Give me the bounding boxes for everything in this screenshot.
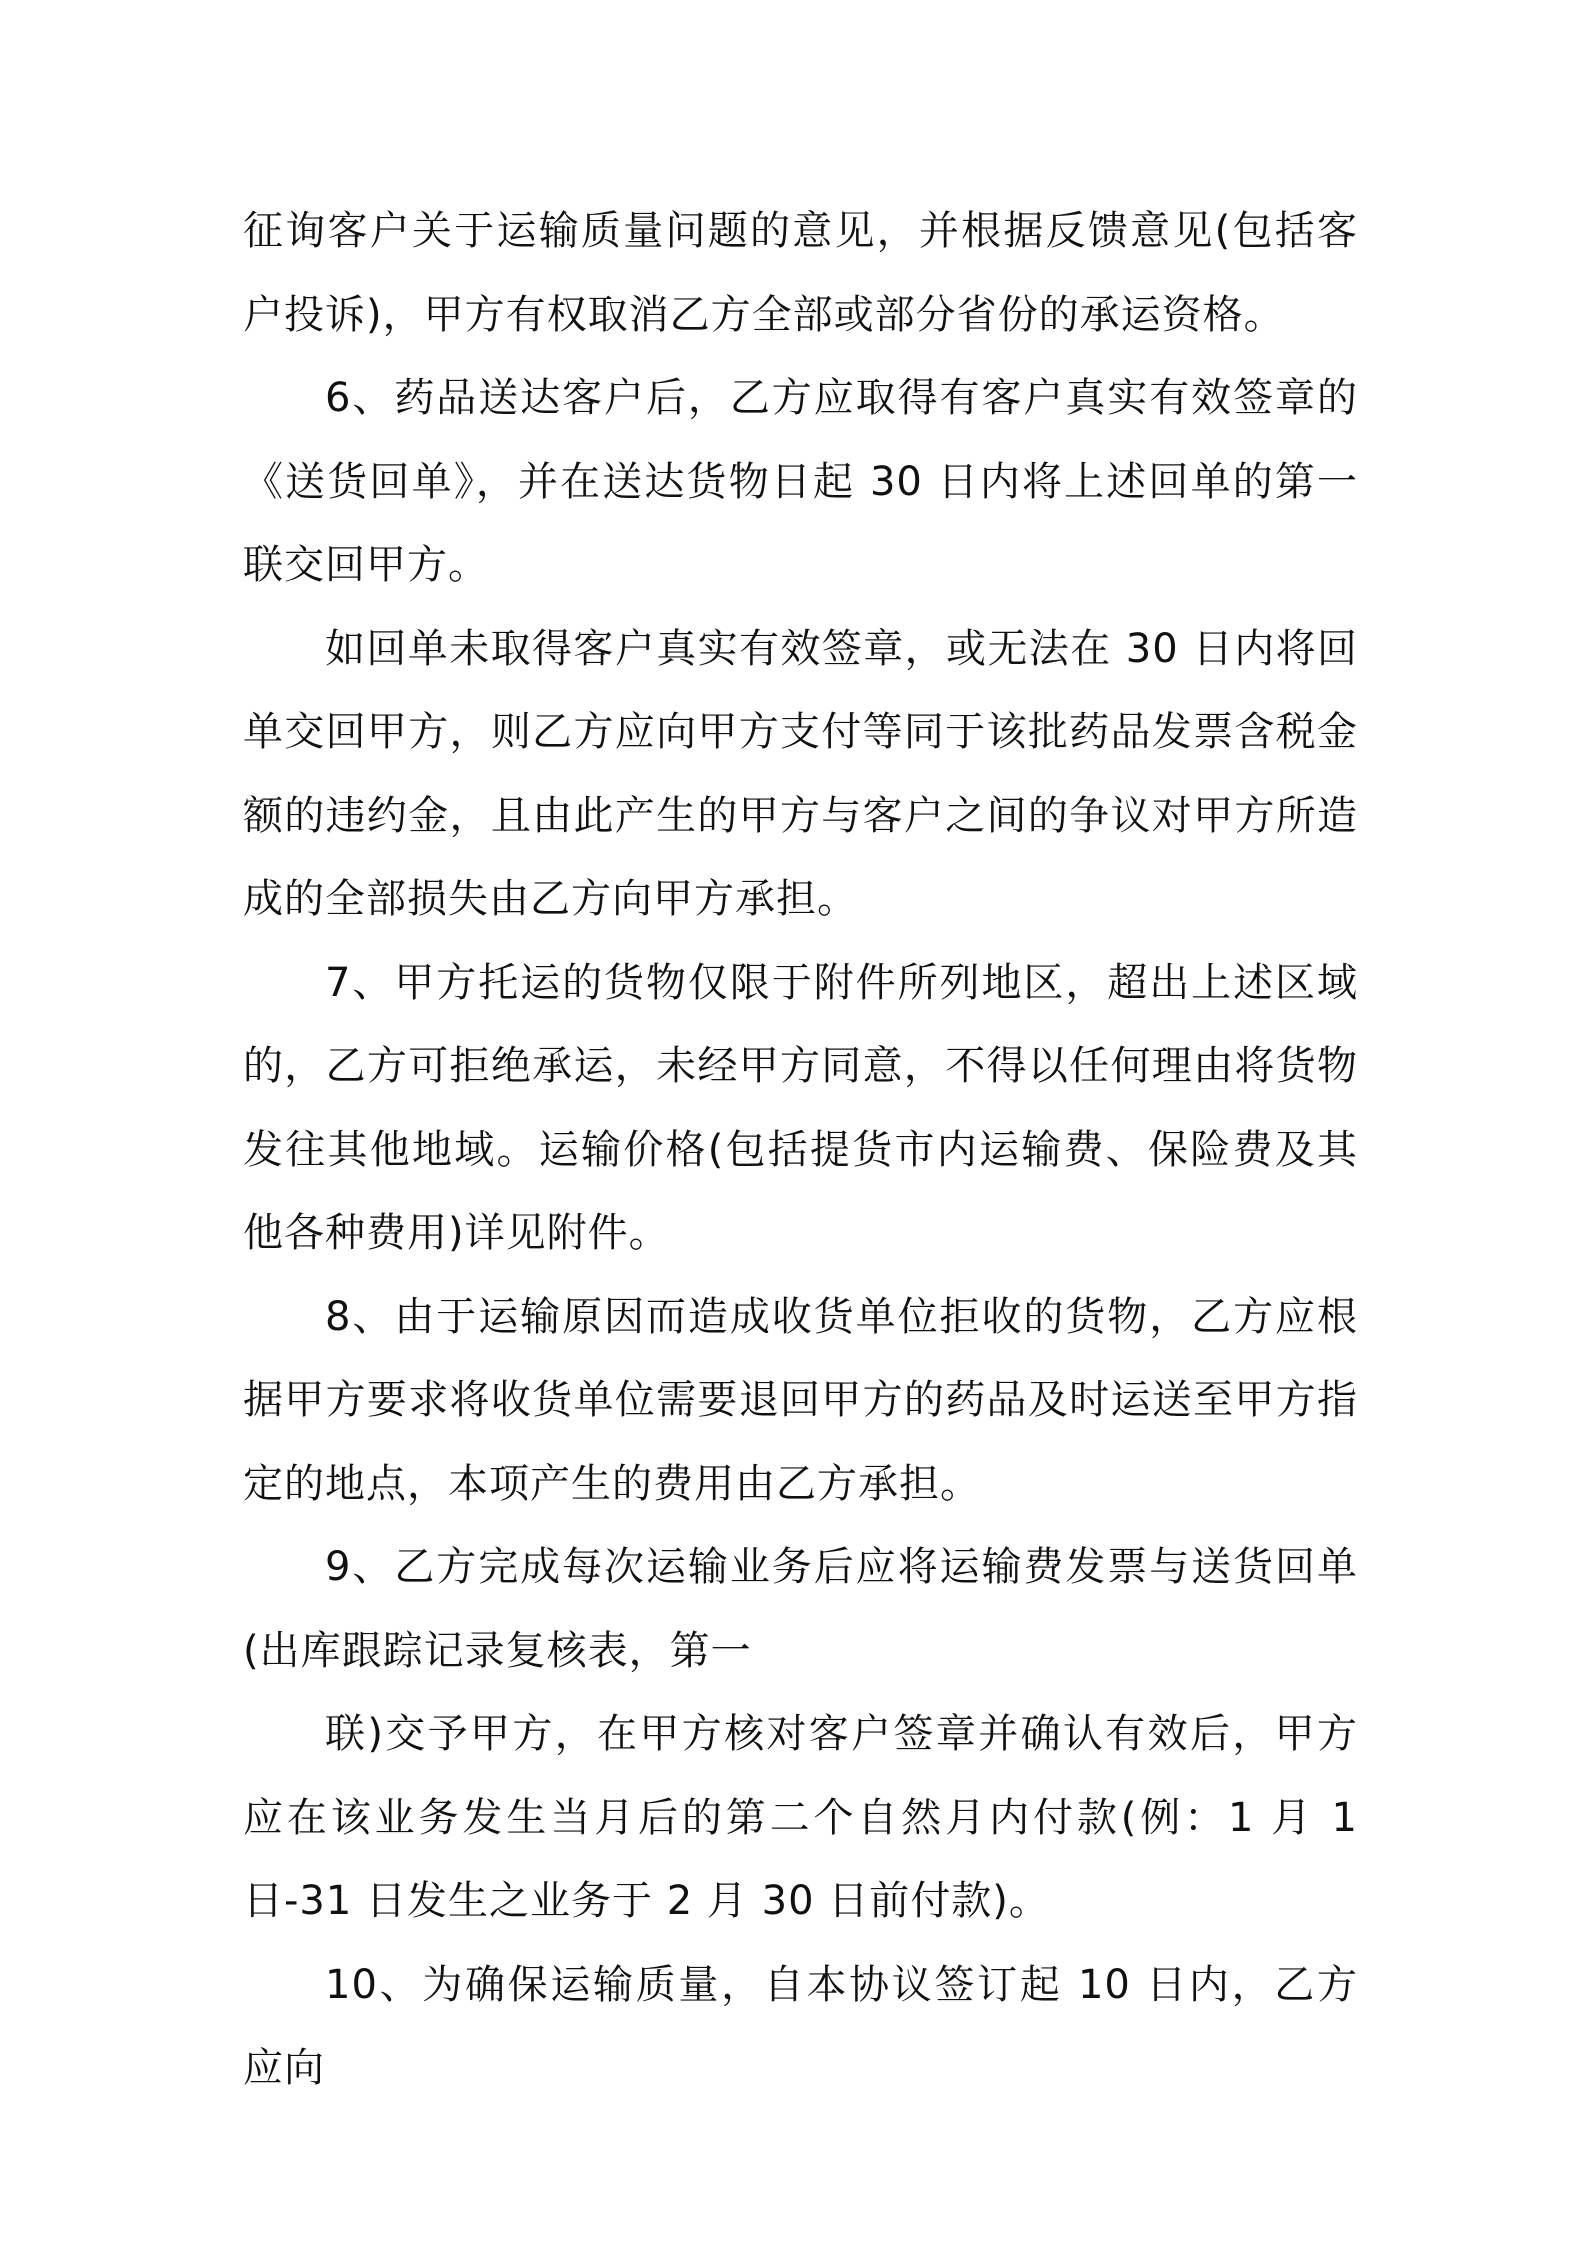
paragraph-clause-6-penalty: 如回单未取得客户真实有效签章，或无法在 30 日内将回单交回甲方，则乙方应向甲方支付等同于该批药品发票含税金额的违约金，且由此产生的甲方与客户之间的争议对甲方所造成的全部损失由乙方向甲方承担。 — [243, 625, 1358, 922]
paragraph-clause-6: 6、药品送达客户后，乙方应取得有客户真实有效签章的《送货回单》，并在送达货物日起 30 日内将上述回单的第一联交回甲方。 — [243, 375, 1358, 588]
paragraph-clause-10: 10、为确保运输质量，自本协议签订起 10 日内，乙方应向 — [243, 1961, 1358, 2091]
paragraph-clause-7: 7、甲方托运的货物仅限于附件所列地区，超出上述区域的，乙方可拒绝承运，未经甲方同意，不得以任何理由将货物发往其他地域。运输价格(包括提货市内运输费、保险费及其他各种费用)详见附件。 — [243, 959, 1358, 1256]
paragraph-clause-8: 8、由于运输原因而造成收货单位拒收的货物，乙方应根据甲方要求将收货单位需要退回甲方的药品及时运送至甲方指定的地点，本项产生的费用由乙方承担。 — [243, 1293, 1358, 1507]
paragraph-clause-9-continued: 联)交予甲方，在甲方核对客户签章并确认有效后，甲方应在该业务发生当月后的第二个自然月内付款(例：1 月 1 日-31 日发生之业务于 2 月 30 日前付款)。 — [243, 1711, 1358, 1924]
document-body — [243, 190, 1358, 2111]
paragraph-clause-9: 9、乙方完成每次运输业务后应将运输费发票与送货回单(出库跟踪记录复核表，第一 — [243, 1544, 1358, 1674]
paragraph-continuation: 征询客户关于运输质量问题的意见，并根据反馈意见(包括客户投诉)，甲方有权取消乙方全部或部分省份的承运资格。 — [243, 208, 1358, 338]
